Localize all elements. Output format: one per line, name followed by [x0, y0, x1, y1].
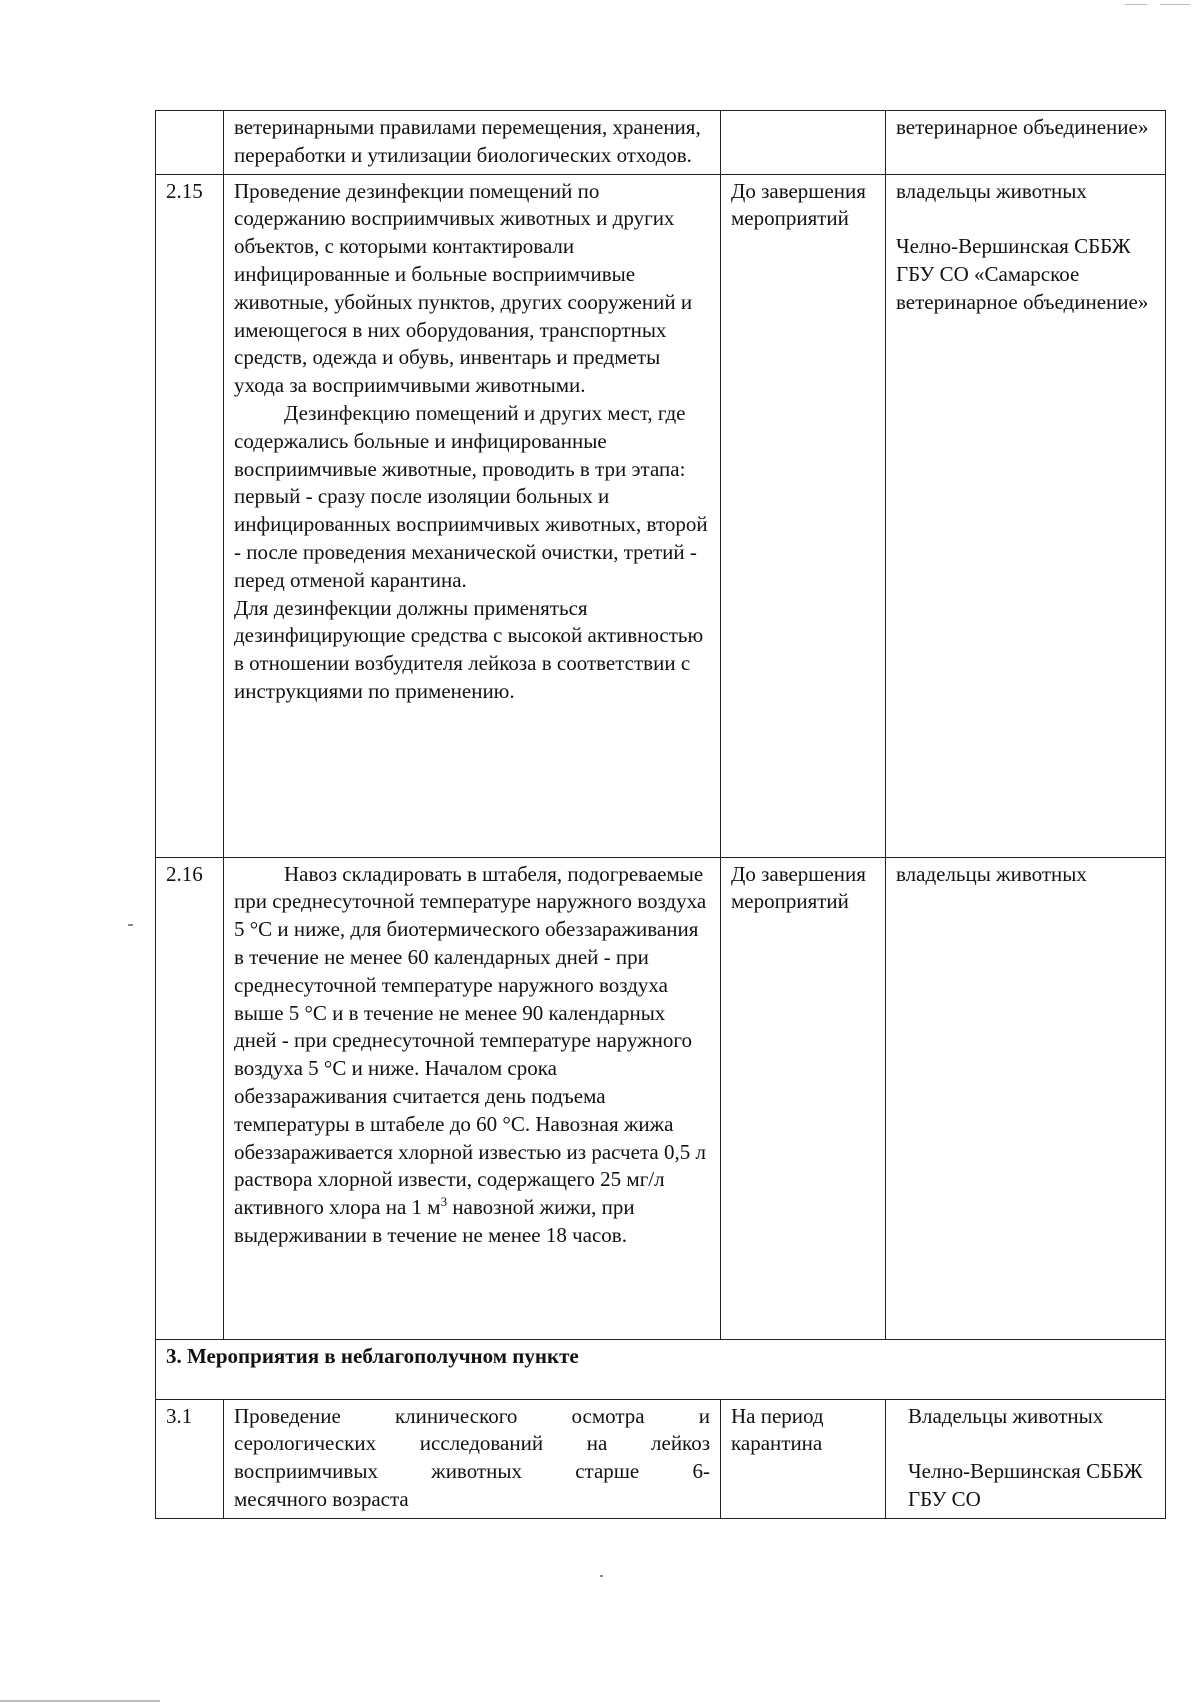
table-row-continuation — [156, 111, 1166, 175]
responsible-party: Владельцы животных — [908, 1403, 1104, 1428]
responsible-party: Челно-Вершинская СББЖ ГБУ СО — [908, 1459, 1143, 1511]
responsible-cell — [886, 111, 1166, 175]
table-row-2-16 — [156, 857, 1166, 1339]
row-number: 3.1 — [156, 1399, 224, 1518]
row-number — [156, 111, 224, 175]
superscript-cubic: 3 — [440, 1194, 448, 1210]
measure-line: восприимчивых животных старше 6- — [234, 1459, 710, 1484]
measure-line: Проведение клинического осмотра и — [234, 1403, 710, 1428]
deadline-cell — [721, 111, 886, 175]
scan-edge-mark — [0, 1700, 160, 1702]
measures-table — [155, 110, 1166, 1519]
measure-text — [224, 111, 721, 175]
responsible-party: Челно-Вершинская СББЖ ГБУ СО «Самарское ветеринарное объединение» — [896, 234, 1149, 314]
measure-paragraph: Для дезинфекции должны применяться дезинфицирующие средства с высокой активностью в отношении возбудителя лейкоза в соответствии с инструкциями по применению. — [234, 595, 704, 703]
section-title: 3. Мероприятия в неблагополучном пункте — [166, 1343, 579, 1368]
measure-paragraph: Проведение дезинфекции помещений по содержанию восприимчивых животных и других объектов, с которыми контактировали инфицированные и больные восприимчивые животные, убойных пунктов, других сооружений и имеющегося в них оборудования, транспортных средств, одежда и обувь, инвентарь и предметы ухода за восприимчивыми животными. — [234, 178, 693, 398]
responsible-cell — [886, 174, 1166, 857]
scan-speck — [600, 1575, 603, 1577]
table-row-2-15 — [156, 174, 1166, 857]
responsible-cell — [886, 1399, 1166, 1518]
deadline-cell: На период карантина — [721, 1399, 886, 1518]
deadline-cell: До завершения мероприятий — [721, 857, 886, 1339]
measure-text — [224, 857, 721, 1339]
scan-edge-mark — [1160, 4, 1190, 5]
row-number: 2.16 — [156, 857, 224, 1339]
scan-speck — [128, 924, 133, 926]
table-row-3-1 — [156, 1399, 1166, 1518]
measure-line: месячного возраста — [234, 1486, 409, 1511]
measure-text — [224, 174, 721, 857]
responsible-party: владельцы животных — [896, 861, 1087, 886]
measure-line: серологических исследований на лейкоз — [234, 1431, 710, 1456]
measure-paragraph: Навоз складировать в штабеля, подогреваемые при среднесуточной температуре наружного воздуха 5 °С и ниже, для биотермического обеззараживания в течение не менее 60 календарных дней - при среднесуточной температуре наружного воздуха выше 5 °С и в течение не менее 90 календарных дней - при среднесуточной температуре наружного воздуха 5 °С и ниже. Началом срока обеззараживания считается день подъема температуры в штабеле до 60 °С. Навозная жижа обеззараживается хлорной известью из расчета 0,5 л раствора хлорной извести, содержащего 25 мг/л активного хлора на 1 $м^3$ навозной жижи, при выдерживании в течение не менее 18 часов. — [234, 861, 707, 1247]
section-title-cell — [156, 1339, 1166, 1399]
responsible-party: владельцы животных — [896, 178, 1087, 203]
scan-edge-mark — [1125, 4, 1147, 5]
measure-text — [224, 1399, 721, 1518]
row-number: 2.15 — [156, 174, 224, 857]
measure-paragraph: Дезинфекцию помещений и других мест, где содержались больные и инфицированные восприимчивые животные, проводить в три этапа: первый - сразу после изоляции больных и инфицированных восприимчивых животных, второй - после проведения механической очистки, третий - перед отменой карантина. — [234, 400, 708, 592]
section-row — [156, 1339, 1166, 1399]
responsible-cell — [886, 857, 1166, 1339]
deadline-cell: До завершения мероприятий — [721, 174, 886, 857]
measure-paragraph: ветеринарными правилами перемещения, хранения, переработки и утилизации биологических отходов. — [234, 115, 701, 167]
responsible-party: ветеринарное объединение» — [896, 115, 1149, 139]
